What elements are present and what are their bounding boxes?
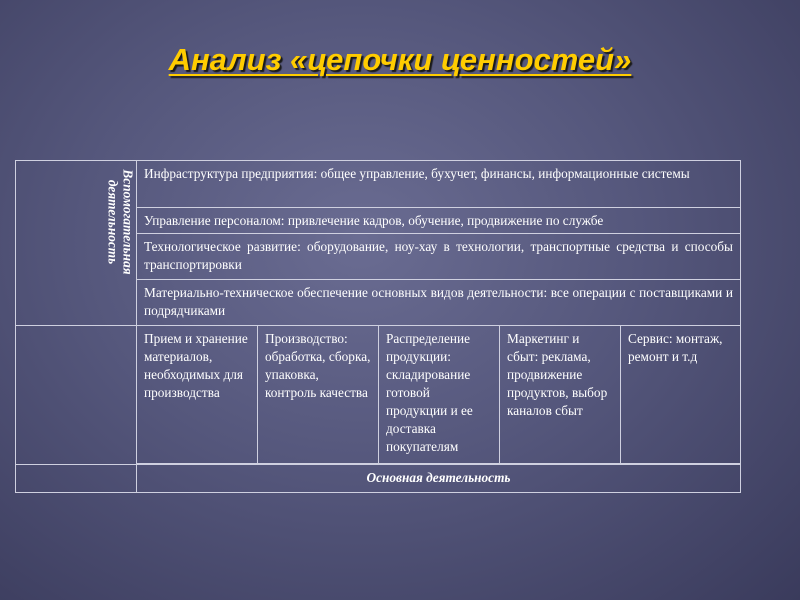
support-row-text: Инфраструктура предприятия: общее управление, бухучет, финансы, информационные системы — [144, 166, 690, 181]
support-row-hr — [136, 207, 741, 234]
support-row-infrastructure — [136, 160, 741, 208]
support-row-text: Управление персоналом: привлечение кадров, обучение, продвижение по службе — [144, 213, 604, 228]
primary-activity-operations — [257, 325, 379, 465]
primary-activity-marketing — [499, 325, 621, 465]
primary-activity-text: Маркетинг и сбыт: реклама, продвижение продуктов, выбор каналов сбыт — [507, 331, 608, 418]
primary-activity-text: Распределение продукции: складирование готовой продукции и ее доставка покупателям — [386, 331, 473, 454]
primary-activity-text: Прием и хранение материалов, необходимых для производства — [144, 331, 248, 400]
empty-left-bottom-cell — [15, 464, 137, 493]
support-label: Вспомогательная деятельность — [105, 169, 136, 275]
slide-title: Анализ «цепочки ценностей» — [168, 42, 632, 77]
support-row-procurement — [136, 279, 741, 326]
primary-activity-inbound — [136, 325, 258, 465]
primary-activity-text: Сервис: монтаж, ремонт и т.д — [628, 331, 723, 364]
empty-left-cell — [15, 325, 137, 465]
support-row-text: Материально-техническое обеспечение основных видов деятельности: все операции с поставщиками и подрядчиками — [144, 285, 733, 318]
primary-activity-text: Производство: обработка, сборка, упаковка, контроль качества — [265, 331, 371, 400]
primary-activity-service — [620, 325, 741, 465]
main-activity-label: Основная деятельность — [136, 463, 741, 493]
support-row-text: Технологическое развитие: оборудование, ноу-хау в технологии, транспортные средства и способы транспортировки — [144, 239, 733, 272]
primary-activity-outbound — [378, 325, 500, 465]
support-row-technology — [136, 233, 741, 280]
